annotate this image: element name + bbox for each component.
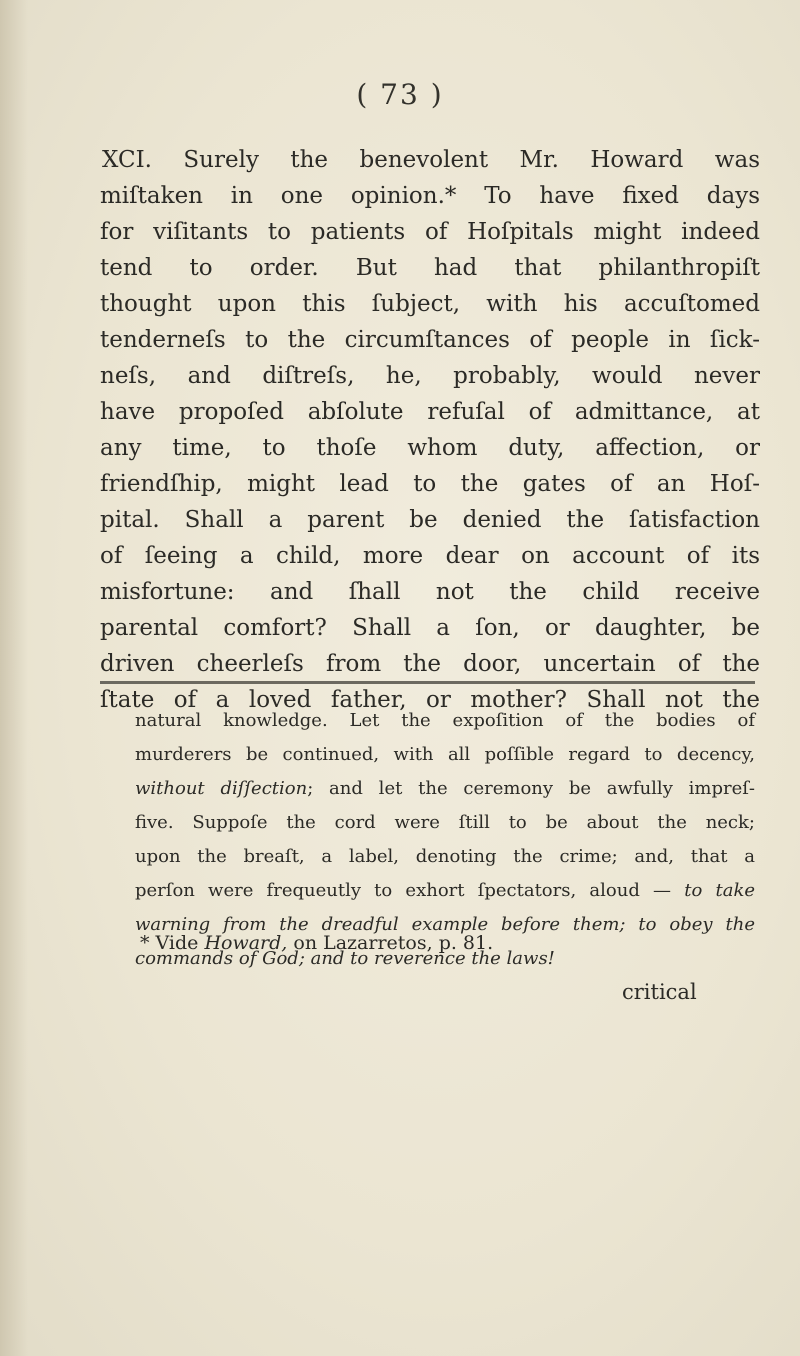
- text-line: thought upon this ſubject, with his accuſtomed: [100, 291, 760, 317]
- page-edge-shadow: [0, 0, 28, 1356]
- text-line: XCI. Surely the benevolent Mr. Howard was: [102, 147, 760, 173]
- note-line: [135, 772, 755, 806]
- note-line: [135, 874, 755, 908]
- footnote: [140, 932, 493, 954]
- text-line: tenderneſs to the circumſtances of people in ſick-: [100, 327, 760, 353]
- footnote-rest: on Lazarretos, p. 81.: [287, 932, 494, 954]
- footnote-name: Howard,: [204, 932, 288, 954]
- footnote-prefix: * Vide: [140, 932, 205, 954]
- note-line: commands of God; and to reverence the laws!: [135, 948, 555, 969]
- note-line: warning from the dreadful example before them; to obey the: [135, 914, 755, 935]
- note-fragment: perſon were frequeutly to exhort ſpectators, aloud —: [135, 880, 685, 901]
- text-line: any time, to thoſe whom duty, affection, or: [100, 435, 760, 461]
- text-line: misfortune: and ſhall not the child receive: [100, 579, 760, 605]
- note-line: upon the breaſt, a label, denoting the crime; and, that a: [135, 846, 755, 867]
- italic-phrase: to take: [684, 880, 755, 901]
- page-number: ( 73 ): [356, 78, 444, 111]
- text-line: driven cheerleſs from the door, uncertain of the: [100, 651, 760, 677]
- note-line: natural knowledge. Let the expoſition of the bodies of: [135, 710, 755, 731]
- catchword: critical: [622, 980, 697, 1004]
- note-line: five. Suppoſe the cord were ſtill to be about the neck;: [135, 812, 755, 833]
- text-line: friendſhip, might lead to the gates of an Hoſ-: [100, 471, 760, 497]
- italic-phrase: without diſſection: [135, 778, 308, 799]
- text-line: parental comfort? Shall a ſon, or daughter, be: [100, 615, 760, 641]
- text-line: have propoſed abſolute refuſal of admittance, at: [100, 399, 760, 425]
- text-line: ſtate of a loved father, or mother? Shall not the: [100, 687, 760, 713]
- text-line: neſs, and diſtreſs, he, probably, would never: [100, 363, 760, 389]
- text-line: miſtaken in one opinion.* To have fixed days: [100, 183, 760, 209]
- main-paragraph: [100, 142, 760, 718]
- text-line: pital. Shall a parent be denied the ſatisfaction: [100, 507, 760, 533]
- text-line: of ſeeing a child, more dear on account of its: [100, 543, 760, 569]
- section-divider: [100, 681, 755, 684]
- note-fragment: ; and let the ceremony be awfully impreſ-: [307, 778, 755, 799]
- note-line: murderers be continued, with all poſſible regard to decency,: [135, 744, 755, 765]
- text-line: for viſitants to patients of Hoſpitals might indeed: [100, 219, 760, 245]
- text-line: tend to order. But had that philanthropiſt: [100, 255, 760, 281]
